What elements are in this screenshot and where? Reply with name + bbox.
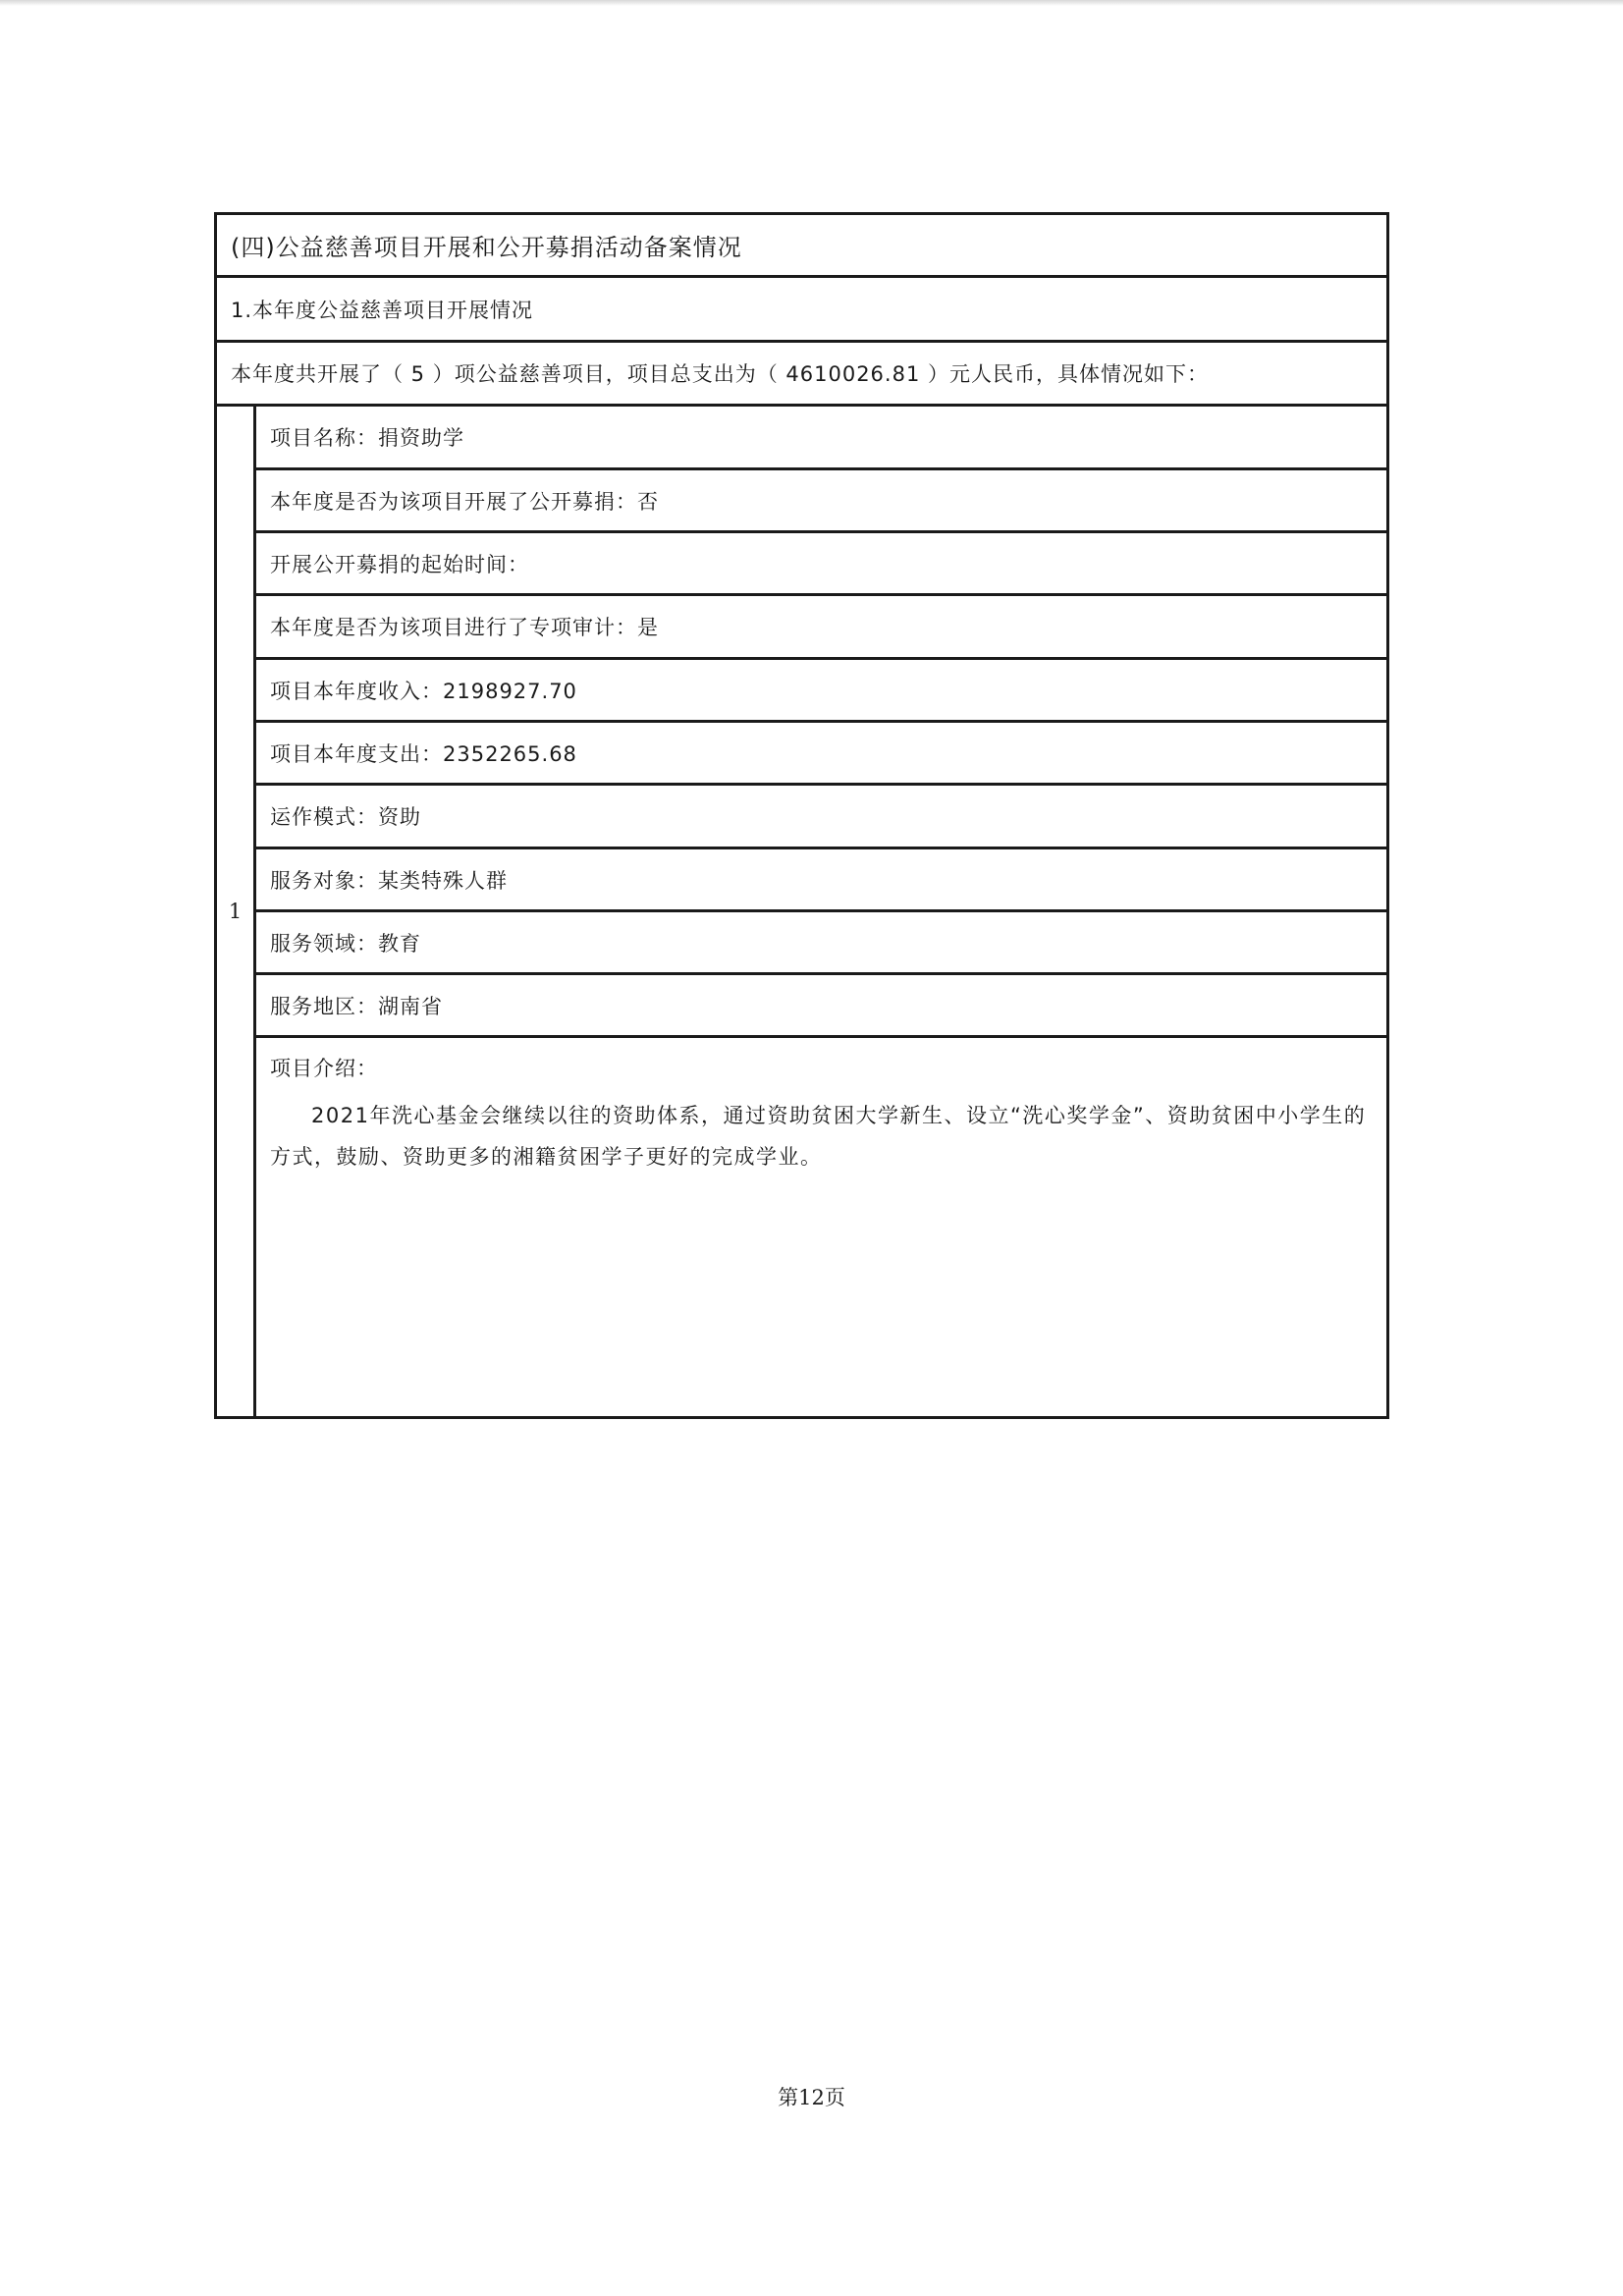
intro-label: 项目介绍：	[270, 1057, 378, 1080]
field-special-audit: 本年度是否为该项目进行了专项审计：是	[256, 596, 1386, 660]
field-fundraising-start: 开展公开募捐的起始时间：	[256, 533, 1386, 596]
field-operation-mode: 运作模式：资助	[256, 786, 1386, 849]
project-index: 1	[217, 407, 256, 1416]
field-annual-income: 项目本年度收入：2198927.70	[256, 660, 1386, 723]
page-number: 第12页	[778, 2086, 845, 2109]
section-summary: 本年度共开展了（ 5 ）项公益慈善项目，项目总支出为（ 4610026.81 ）元人民币，具体情况如下：	[217, 343, 1386, 407]
section-title: (四)公益慈善项目开展和公开募捐活动备案情况	[217, 215, 1386, 278]
scan-edge	[0, 0, 1623, 6]
field-service-region: 服务地区：湖南省	[256, 975, 1386, 1038]
field-annual-expense: 项目本年度支出：2352265.68	[256, 723, 1386, 786]
field-service-domain: 服务领域：教育	[256, 912, 1386, 975]
section-subtitle: 1.本年度公益慈善项目开展情况	[217, 278, 1386, 343]
intro-text: 2021年洗心基金会继续以往的资助体系，通过资助贫困大学新生、设立“洗心奖学金”、资助贫困中小学生的方式，鼓励、资助更多的湘籍贫困学子更好的完成学业。	[270, 1104, 1367, 1169]
project-intro	[256, 1038, 1386, 1416]
project-table	[214, 212, 1389, 1419]
field-public-fundraising: 本年度是否为该项目开展了公开募捐：否	[256, 470, 1386, 533]
field-service-target: 服务对象：某类特殊人群	[256, 849, 1386, 912]
field-project-name: 项目名称：捐资助学	[256, 407, 1386, 470]
